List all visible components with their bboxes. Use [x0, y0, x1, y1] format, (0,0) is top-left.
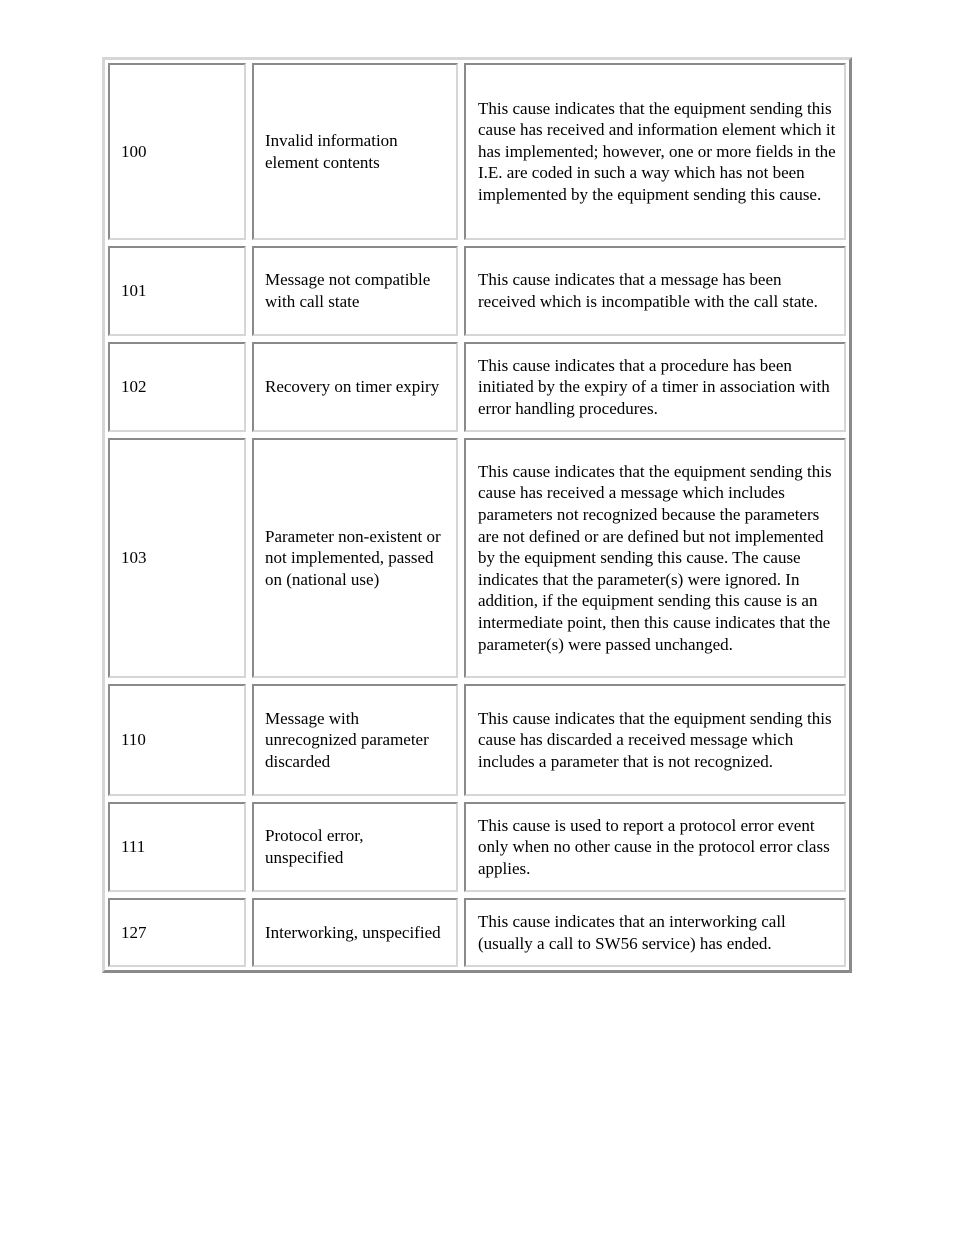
cause-code: 111 [121, 837, 146, 857]
cause-description-cell [464, 246, 846, 336]
cause-description-cell [464, 342, 846, 432]
cause-code: 101 [121, 281, 147, 301]
cause-description: This cause indicates that an interworking call (usually a call to SW56 service) has ended. [478, 911, 786, 953]
cause-description-cell [464, 438, 846, 678]
cause-name: Message with unrecognized parameter discarded [265, 708, 429, 771]
cause-code-cell [108, 684, 246, 796]
cause-name: Protocol error, unspecified [265, 826, 364, 867]
cause-name-cell [252, 246, 458, 336]
cause-code-cell [108, 898, 246, 967]
cause-name: Recovery on timer expiry [265, 377, 440, 397]
cause-name-cell [252, 802, 458, 892]
cause-code-cell [108, 342, 246, 432]
table-row [108, 898, 846, 967]
cause-name-cell [252, 438, 458, 678]
cause-code: 100 [121, 141, 147, 161]
cause-code-table [102, 57, 852, 973]
cause-description: This cause indicates that the equipment sending this cause has discarded a received message which includes a parameter that is not recognized. [478, 708, 832, 771]
cause-code-cell [108, 246, 246, 336]
cause-code-cell [108, 802, 246, 892]
cause-name-cell [252, 342, 458, 432]
table-row [108, 63, 846, 240]
table-row [108, 246, 846, 336]
cause-name: Interworking, unspecified [265, 922, 441, 942]
cause-code: 110 [121, 730, 146, 750]
table-row [108, 438, 846, 678]
cause-description-cell [464, 684, 846, 796]
table-row [108, 342, 846, 432]
cause-description-cell [464, 802, 846, 892]
table-row [108, 684, 846, 796]
cause-description: This cause indicates that a message has been received which is incompatible with the call state. [478, 270, 818, 311]
cause-description: This cause indicates that the equipment sending this cause has received a message which includes parameters not recognized because the parameters are not defined or are defined but not implemented by the equipment sending this cause. The cause indicates that the parameter(s) were ignored. In addition, if the equipment sending this cause is an intermediate point, then this cause indicates that the parameter(s) were passed unchanged. [478, 461, 832, 654]
cause-name: Invalid information element contents [265, 130, 398, 172]
cause-description: This cause indicates that a procedure has been initiated by the expiry of a timer in association with error handling procedures. [478, 355, 830, 418]
cause-code: 103 [121, 548, 147, 568]
cause-code-cell [108, 63, 246, 240]
cause-code-cell [108, 438, 246, 678]
cause-name: Parameter non-existent or not implemented, passed on (national use) [265, 526, 441, 589]
cause-description: This cause is used to report a protocol error event only when no other cause in the protocol error class applies. [478, 815, 830, 878]
cause-description: This cause indicates that the equipment sending this cause has received and information element which it has implemented; however, one or more fields in the I.E. are coded in such a way which has not been implemented by the equipment sending this cause. [478, 98, 836, 204]
cause-name-cell [252, 63, 458, 240]
cause-code: 127 [121, 922, 147, 942]
cause-name-cell [252, 898, 458, 967]
cause-name-cell [252, 684, 458, 796]
cause-description-cell [464, 63, 846, 240]
cause-code: 102 [121, 377, 147, 397]
cause-description-cell [464, 898, 846, 967]
cause-name: Message not compatible with call state [265, 270, 431, 311]
table-row [108, 802, 846, 892]
